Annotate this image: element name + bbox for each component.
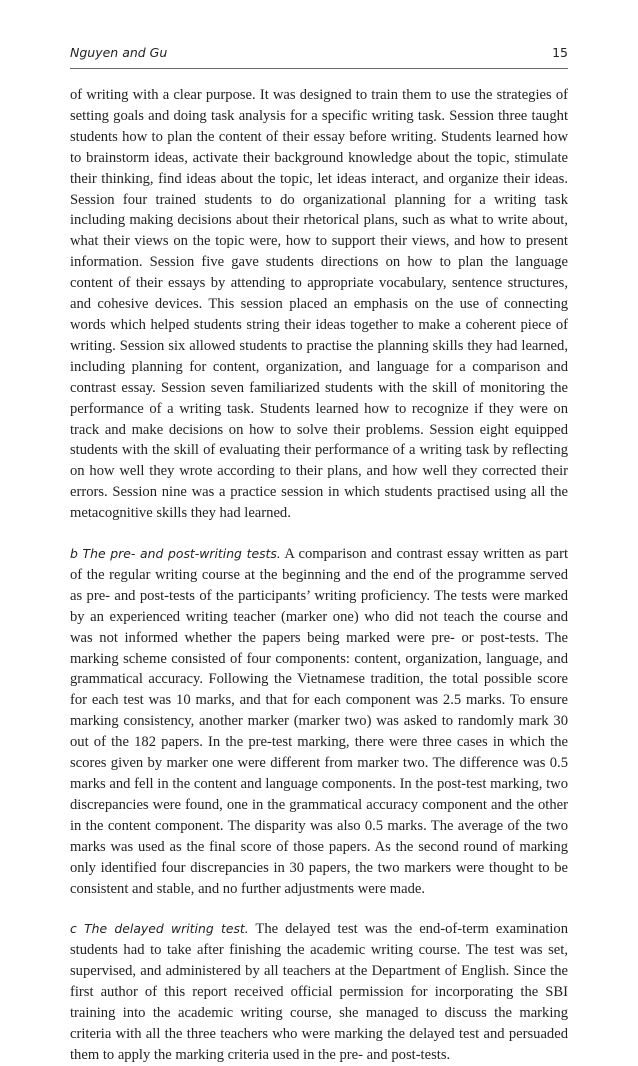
paragraph-text: A comparison and contrast essay written as part of the regular writing course at the beginning and the end of the programme served as pre- and post-tests of the participants’ writing proficiency. The tests were marked by an experienced writing teacher (marker one) who did not teach the course and was not informed whether the papers being marked were pre- or post-tests. The marking scheme consisted of four components: content, organization, language, and grammatical accuracy. Following the Vietnamese tradition, the total possible score for each test was 10 marks, and that for each component was 2.5 marks. To ensure marking consistency, another marker (marker two) was asked to randomly mark 30 out of the 182 papers. In the pre-test marking, there were three cases in which the scores given by marker one were different from marker two. The difference was 0.5 marks and fell in the content and language components. In the post-test marking, two discrepancies were found, one in the grammatical accuracy component and the other in the content component. The disparity was also 0.5 marks. The average of the two marks was used as the final score of those papers. As the second round of marking only identified four discrepancies in 30 papers, the two markers were thought to be consistent and stable, and no further adjustments were made.: [70, 546, 569, 897]
paragraph-text: The delayed test was the end-of-term examination students had to take after finishing the academic writing course. The test was set, supervised, and administered by all teachers at the Department of English. Since the first author of this report received official permission for incorporating the SBI training into the academic writing course, she managed to discuss the marking criteria with all the three teachers who were marking the delayed test and persuaded them to apply the marking criteria used in the pre- and post-tests.: [70, 921, 568, 1063]
running-header: [70, 45, 568, 65]
header-rule: [70, 68, 568, 69]
running-head-authors: Nguyen and Gu: [70, 45, 168, 60]
run-in-heading: b The pre- and post-writing tests.: [70, 546, 281, 562]
paragraph-session-descriptions: [70, 85, 568, 524]
run-in-heading: c The delayed writing test.: [70, 921, 249, 937]
page-number: 15: [552, 45, 568, 60]
paragraph-pre-post-tests: [70, 544, 568, 899]
paragraph-text: of writing with a clear purpose. It was designed to train them to use the strategies of setting goals and doing task analysis for a specific writing task. Session three taught students how to plan the content of their essay before writing. Students learned how to brainstorm ideas, activate their background knowledge about the topic, stimulate their thinking, find ideas about the topic, let ideas interact, and organize their ideas. Session four trained students to do organizational planning for a writing task including making decisions about their rhetorical plans, such as what to write about, what their views on the topic were, how to support their views, and how to present information. Session five gave students directions on how to plan the language content of their essays by attending to appropriate vocabulary, sentence structures, and cohesive devices. This session placed an emphasis on the use of connecting words which helped students string their ideas together to make a coherent piece of writing. Session six allowed students to practise the planning skills they had learned, including planning for content, organization, and language for a comparison and contrast essay. Session seven familiarized students with the skill of monitoring the performance of a writing task. Students learned how to recognize if they were on track and make decisions on how to solve their problems. Session eight equipped students with the skill of evaluating their performance of a writing task by reflecting on how well they wrote according to their plans, and how well they corrected their errors. Session nine was a practice session in which students practised using all the metacognitive skills they had learned.: [70, 87, 568, 522]
body-text: [70, 85, 568, 1066]
paragraph-delayed-test: [70, 919, 568, 1065]
